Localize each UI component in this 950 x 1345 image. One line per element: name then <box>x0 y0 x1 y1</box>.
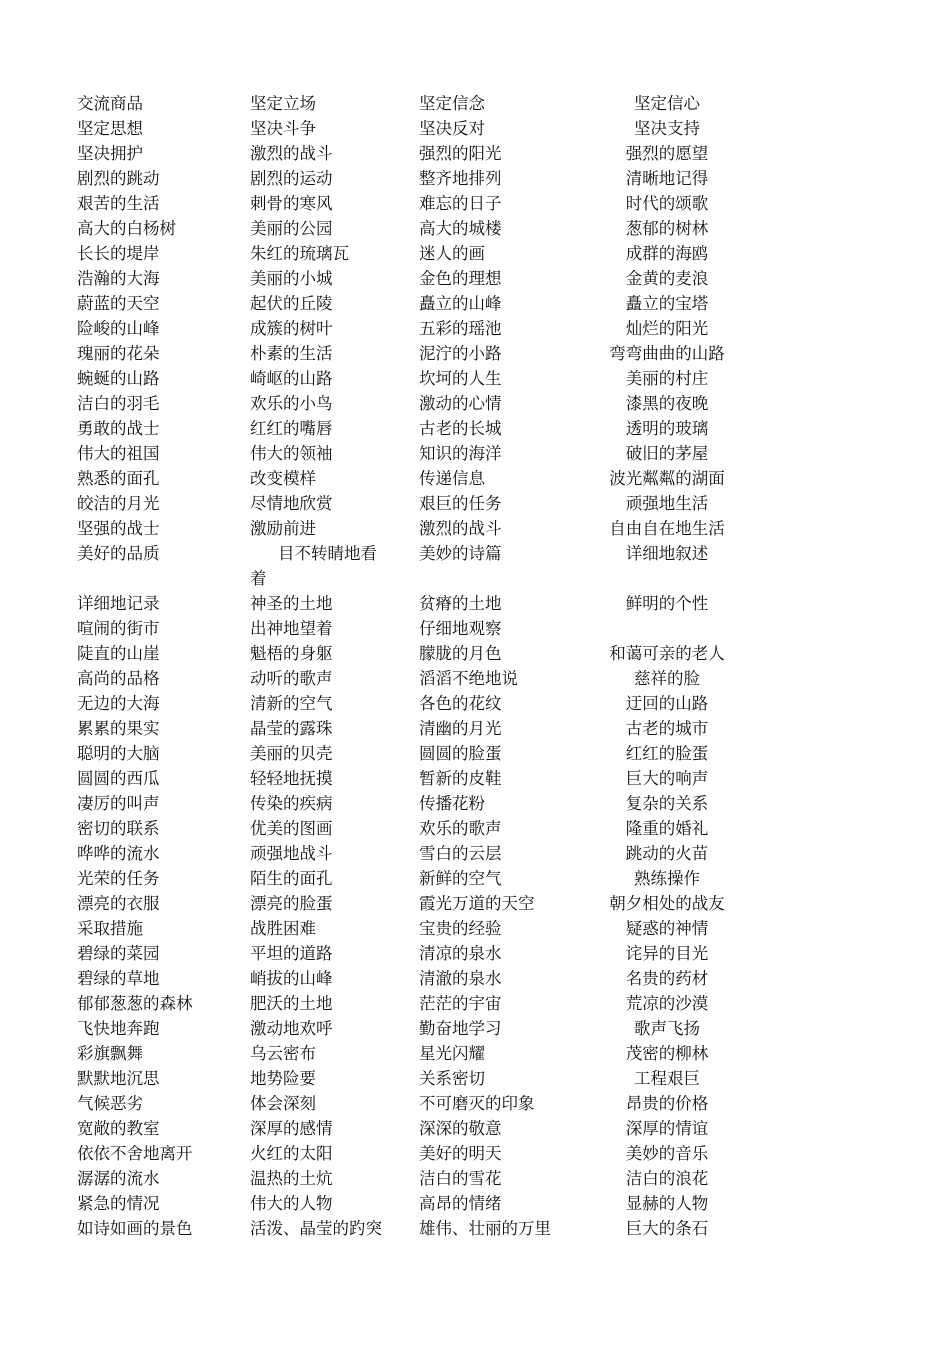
phrase-cell: 透明的玻璃 <box>625 419 709 438</box>
table-row <box>77 991 737 1016</box>
phrase-cell: 顽强地生活 <box>625 494 709 513</box>
phrase-cell: 险峻的山峰 <box>77 319 160 338</box>
phrase-cell: 欢乐的小鸟 <box>250 394 333 413</box>
table-row <box>77 616 737 641</box>
table-row <box>77 666 737 691</box>
table-row <box>77 166 737 191</box>
phrase-cell: 传染的疾病 <box>250 794 333 813</box>
phrase-cell: 伟大的领袖 <box>250 444 333 463</box>
phrase-cell: 深厚的情谊 <box>625 1119 709 1138</box>
phrase-cell: 魁梧的身躯 <box>250 644 333 663</box>
phrase-cell: 坚强的战士 <box>77 519 160 538</box>
phrase-cell: 神圣的土地 <box>250 594 333 613</box>
phrase-cell: 美丽的小城 <box>250 269 333 288</box>
phrase-cell: 漂亮的脸蛋 <box>250 894 333 913</box>
phrase-cell: 彩旗飘舞 <box>77 1044 143 1063</box>
phrase-cell: 传递信息 <box>419 469 485 488</box>
table-row <box>77 1016 737 1041</box>
phrase-cell: 蜿蜒的山路 <box>77 369 160 388</box>
table-row <box>77 216 737 241</box>
phrase-cell: 勇敢的战士 <box>77 419 160 438</box>
phrase-cell: 郁郁葱葱的森林 <box>77 994 193 1013</box>
phrase-cell: 激动地欢呼 <box>250 1019 333 1038</box>
phrase-cell: 密切的联系 <box>77 819 160 838</box>
table-row <box>77 541 737 591</box>
phrase-cell: 朱红的琉璃瓦 <box>250 244 349 263</box>
table-row <box>77 1216 737 1241</box>
phrase-cell: 古老的长城 <box>419 419 502 438</box>
phrase-cell: 起伏的丘陵 <box>250 294 333 313</box>
phrase-cell: 剧烈的跳动 <box>77 169 160 188</box>
phrase-cell: 激励前进 <box>250 519 316 538</box>
phrase-cell: 洁白的浪花 <box>625 1169 709 1188</box>
table-row <box>77 841 737 866</box>
phrase-cell: 漆黑的夜晚 <box>625 394 709 413</box>
phrase-cell: 默默地沉思 <box>77 1069 160 1088</box>
phrase-cell: 皎洁的月光 <box>77 494 160 513</box>
table-row <box>77 766 737 791</box>
phrase-cell: 陡直的山崖 <box>77 644 160 663</box>
table-row <box>77 1166 737 1191</box>
table-row <box>77 491 737 516</box>
phrase-cell: 时代的颂歌 <box>625 194 709 213</box>
phrase-cell: 朦胧的月色 <box>419 644 502 663</box>
phrase-cell: 体会深刻 <box>250 1094 316 1113</box>
phrase-cell: 坚定思想 <box>77 119 143 138</box>
table-row <box>77 291 737 316</box>
phrase-cell: 聪明的大脑 <box>77 744 160 763</box>
phrase-cell: 详细地叙述 <box>625 544 709 563</box>
phrase-cell: 矗立的山峰 <box>419 294 502 313</box>
phrase-cell: 美丽的村庄 <box>625 369 709 388</box>
phrase-cell: 美好的品质 <box>77 544 160 563</box>
phrase-cell: 改变模样 <box>250 469 316 488</box>
phrase-cell: 碧绿的草地 <box>77 969 160 988</box>
phrase-cell: 弯弯曲曲的山路 <box>609 344 725 363</box>
phrase-cell: 葱郁的树林 <box>625 219 709 238</box>
phrase-cell: 雄伟、壮丽的万里 <box>419 1219 551 1238</box>
phrase-cell: 坎坷的人生 <box>419 369 502 388</box>
phrase-cell: 浩瀚的大海 <box>77 269 160 288</box>
phrase-cell: 喧闹的街市 <box>77 619 160 638</box>
table-row <box>77 91 737 116</box>
phrase-cell: 洁白的雪花 <box>419 1169 502 1188</box>
phrase-cell: 勤奋地学习 <box>419 1019 502 1038</box>
phrase-cell: 长长的堤岸 <box>77 244 160 263</box>
phrase-cell: 轻轻地抚摸 <box>250 769 333 788</box>
table-row <box>77 916 737 941</box>
phrase-cell: 歌声飞扬 <box>634 1019 700 1038</box>
phrase-cell: 灿烂的阳光 <box>625 319 709 338</box>
table-row <box>77 341 737 366</box>
phrase-cell: 尽情地欣赏 <box>250 494 333 513</box>
phrase-cell: 蔚蓝的天空 <box>77 294 160 313</box>
phrase-cell: 贫瘠的土地 <box>419 594 502 613</box>
phrase-cell: 波光粼粼的湖面 <box>609 469 725 488</box>
table-row <box>77 366 737 391</box>
phrase-cell: 伟大的人物 <box>250 1194 333 1213</box>
phrase-cell: 深厚的感情 <box>250 1119 333 1138</box>
phrase-cell: 潺潺的流水 <box>77 1169 160 1188</box>
phrase-cell: 温热的土炕 <box>250 1169 333 1188</box>
table-row <box>77 741 737 766</box>
phrase-cell: 朝夕相处的战友 <box>609 894 725 913</box>
phrase-cell: 新鲜的空气 <box>419 869 502 888</box>
table-row <box>77 691 737 716</box>
phrase-cell: 美妙的诗篇 <box>419 544 502 563</box>
phrase-cell: 高大的城楼 <box>419 219 502 238</box>
phrase-cell: 飞快地奔跑 <box>77 1019 160 1038</box>
phrase-cell: 隆重的婚礼 <box>625 819 709 838</box>
table-row <box>77 241 737 266</box>
phrase-cell: 宽敞的教室 <box>77 1119 160 1138</box>
phrase-cell: 坚定信念 <box>419 94 485 113</box>
phrase-cell: 光荣的任务 <box>77 869 160 888</box>
phrase-cell: 暂新的皮鞋 <box>419 769 502 788</box>
phrase-cell: 霞光万道的天空 <box>419 894 535 913</box>
table-row <box>77 891 737 916</box>
table-row <box>77 1141 737 1166</box>
phrase-cell: 宝贵的经验 <box>419 919 502 938</box>
phrase-cell: 刺骨的寒风 <box>250 194 333 213</box>
phrase-cell: 巨大的响声 <box>625 769 709 788</box>
phrase-cell: 强烈的阳光 <box>419 144 502 163</box>
phrase-cell: 知识的海洋 <box>419 444 502 463</box>
table-row <box>77 391 737 416</box>
phrase-cell: 工程艰巨 <box>634 1069 700 1088</box>
phrase-cell: 激烈的战斗 <box>250 144 333 163</box>
phrase-cell <box>250 541 419 591</box>
phrase-cell: 无边的大海 <box>77 694 160 713</box>
phrase-cell: 美妙的音乐 <box>625 1144 709 1163</box>
phrase-cell: 坚定信心 <box>634 94 700 113</box>
phrase-cell: 激烈的战斗 <box>419 519 502 538</box>
phrase-cell: 金黄的麦浪 <box>625 269 709 288</box>
phrase-cell: 圆圆的西瓜 <box>77 769 160 788</box>
phrase-cell: 熟悉的面孔 <box>77 469 160 488</box>
phrase-cell: 和蔼可亲的老人 <box>609 644 725 663</box>
phrase-cell: 金色的理想 <box>419 269 502 288</box>
phrase-cell: 深深的敬意 <box>419 1119 502 1138</box>
phrase-cell: 高尚的品格 <box>77 669 160 688</box>
phrase-cell: 圆圆的脸蛋 <box>419 744 502 763</box>
phrase-cell: 古老的城市 <box>625 719 709 738</box>
phrase-cell: 坚决支持 <box>634 119 700 138</box>
phrase-cell: 优美的图画 <box>250 819 333 838</box>
phrase-cell-line: 着 <box>250 569 267 588</box>
phrase-cell: 红红的脸蛋 <box>625 744 709 763</box>
phrase-cell: 荒凉的沙漠 <box>625 994 709 1013</box>
phrase-cell: 凄厉的叫声 <box>77 794 160 813</box>
phrase-cell: 名贵的药材 <box>625 969 709 988</box>
phrase-cell: 泥泞的小路 <box>419 344 502 363</box>
phrase-cell: 累累的果实 <box>77 719 160 738</box>
table-row <box>77 266 737 291</box>
table-row <box>77 441 737 466</box>
phrase-cell: 碧绿的菜园 <box>77 944 160 963</box>
phrase-cell: 巨大的条石 <box>625 1219 709 1238</box>
table-row <box>77 1066 737 1091</box>
phrase-cell: 晶莹的露珠 <box>250 719 333 738</box>
phrase-cell: 整齐地排列 <box>419 169 502 188</box>
table-row <box>77 1091 737 1116</box>
phrase-cell: 高昂的情绪 <box>419 1194 502 1213</box>
phrase-cell: 伟大的祖国 <box>77 444 160 463</box>
phrase-cell: 破旧的茅屋 <box>625 444 709 463</box>
table-row <box>77 466 737 491</box>
phrase-cell: 动听的歌声 <box>250 669 333 688</box>
phrase-cell: 清幽的月光 <box>419 719 502 738</box>
phrase-cell: 仔细地观察 <box>419 619 502 638</box>
phrase-cell: 战胜困难 <box>250 919 316 938</box>
phrase-cell: 依依不舍地离开 <box>77 1144 193 1163</box>
table-row <box>77 941 737 966</box>
phrase-cell: 坚决拥护 <box>77 144 143 163</box>
phrase-cell: 星光闪耀 <box>419 1044 485 1063</box>
table-row <box>77 116 737 141</box>
table-row <box>77 316 737 341</box>
phrase-cell: 强烈的愿望 <box>625 144 709 163</box>
phrase-cell: 五彩的瑶池 <box>419 319 502 338</box>
table-row <box>77 816 737 841</box>
table-row <box>77 1191 737 1216</box>
phrase-cell: 美好的明天 <box>419 1144 502 1163</box>
phrase-cell: 活泼、晶莹的趵突 <box>250 1219 382 1238</box>
phrase-cell: 成簇的树叶 <box>250 319 333 338</box>
phrase-cell: 鲜明的个性 <box>625 594 709 613</box>
table-row <box>77 866 737 891</box>
phrase-cell: 艰巨的任务 <box>419 494 502 513</box>
phrase-cell: 坚决反对 <box>419 119 485 138</box>
phrase-cell: 漂亮的衣服 <box>77 894 160 913</box>
phrase-cell: 剧烈的运动 <box>250 169 333 188</box>
phrase-table <box>77 91 737 1241</box>
phrase-cell: 诧异的目光 <box>625 944 709 963</box>
phrase-cell: 峭拔的山峰 <box>250 969 333 988</box>
phrase-cell: 如诗如画的景色 <box>77 1219 193 1238</box>
table-row <box>77 141 737 166</box>
table-row <box>77 966 737 991</box>
phrase-cell: 昂贵的价格 <box>625 1094 709 1113</box>
phrase-cell: 美丽的公园 <box>250 219 333 238</box>
phrase-cell: 详细地记录 <box>77 594 160 613</box>
phrase-cell: 平坦的道路 <box>250 944 333 963</box>
phrase-cell: 美丽的贝壳 <box>250 744 333 763</box>
phrase-cell-text <box>250 541 390 591</box>
phrase-cell: 复杂的关系 <box>625 794 709 813</box>
phrase-cell: 艰苦的生活 <box>77 194 160 213</box>
phrase-cell: 红红的嘴唇 <box>250 419 333 438</box>
phrase-cell: 茂密的柳林 <box>625 1044 709 1063</box>
table-row <box>77 191 737 216</box>
phrase-cell: 清凉的泉水 <box>419 944 502 963</box>
phrase-cell: 茫茫的宇宙 <box>419 994 502 1013</box>
table-row <box>77 1041 737 1066</box>
phrase-cell: 各色的花纹 <box>419 694 502 713</box>
phrase-cell: 清新的空气 <box>250 694 333 713</box>
phrase-cell: 哗哗的流水 <box>77 844 160 863</box>
phrase-cell: 跳动的火苗 <box>625 844 709 863</box>
phrase-cell: 采取措施 <box>77 919 143 938</box>
phrase-cell: 自由自在地生活 <box>609 519 725 538</box>
phrase-cell: 关系密切 <box>419 1069 485 1088</box>
phrase-cell: 迂回的山路 <box>625 694 709 713</box>
phrase-cell: 乌云密布 <box>250 1044 316 1063</box>
phrase-cell: 慈祥的脸 <box>634 669 700 688</box>
phrase-cell: 紧急的情况 <box>77 1194 160 1213</box>
phrase-cell: 不可磨灭的印象 <box>419 1094 535 1113</box>
phrase-cell: 疑惑的神情 <box>625 919 709 938</box>
phrase-cell: 交流商品 <box>77 94 143 113</box>
table-row <box>77 791 737 816</box>
phrase-cell: 滔滔不绝地说 <box>419 669 518 688</box>
phrase-cell: 雪白的云层 <box>419 844 502 863</box>
phrase-cell <box>597 616 737 641</box>
phrase-cell: 显赫的人物 <box>625 1194 709 1213</box>
phrase-cell: 欢乐的歌声 <box>419 819 502 838</box>
phrase-cell: 肥沃的土地 <box>250 994 333 1013</box>
phrase-cell: 崎岖的山路 <box>250 369 333 388</box>
phrase-table-body <box>77 91 737 1241</box>
table-row <box>77 416 737 441</box>
table-row <box>77 1116 737 1141</box>
phrase-cell: 火红的太阳 <box>250 1144 333 1163</box>
phrase-cell-line: 目不转睛地看 <box>278 544 377 563</box>
table-row <box>77 716 737 741</box>
table-row <box>77 591 737 616</box>
phrase-cell: 朴素的生活 <box>250 344 333 363</box>
phrase-cell: 成群的海鸥 <box>625 244 709 263</box>
phrase-cell: 洁白的羽毛 <box>77 394 160 413</box>
phrase-cell: 顽强地战斗 <box>250 844 333 863</box>
phrase-cell: 传播花粉 <box>419 794 485 813</box>
phrase-cell: 坚定立场 <box>250 94 316 113</box>
phrase-cell: 清澈的泉水 <box>419 969 502 988</box>
phrase-cell: 激动的心情 <box>419 394 502 413</box>
phrase-cell: 地势险要 <box>250 1069 316 1088</box>
phrase-cell: 难忘的日子 <box>419 194 502 213</box>
table-row <box>77 516 737 541</box>
phrase-cell: 熟练操作 <box>634 869 700 888</box>
phrase-cell: 陌生的面孔 <box>250 869 333 888</box>
phrase-cell: 高大的白杨树 <box>77 219 176 238</box>
phrase-cell: 出神地望着 <box>250 619 333 638</box>
phrase-cell: 气候恶劣 <box>77 1094 143 1113</box>
phrase-cell: 矗立的宝塔 <box>625 294 709 313</box>
phrase-cell: 迷人的画 <box>419 244 485 263</box>
phrase-cell: 清晰地记得 <box>625 169 709 188</box>
table-row <box>77 641 737 666</box>
phrase-cell: 瑰丽的花朵 <box>77 344 160 363</box>
phrase-cell: 坚决斗争 <box>250 119 316 138</box>
